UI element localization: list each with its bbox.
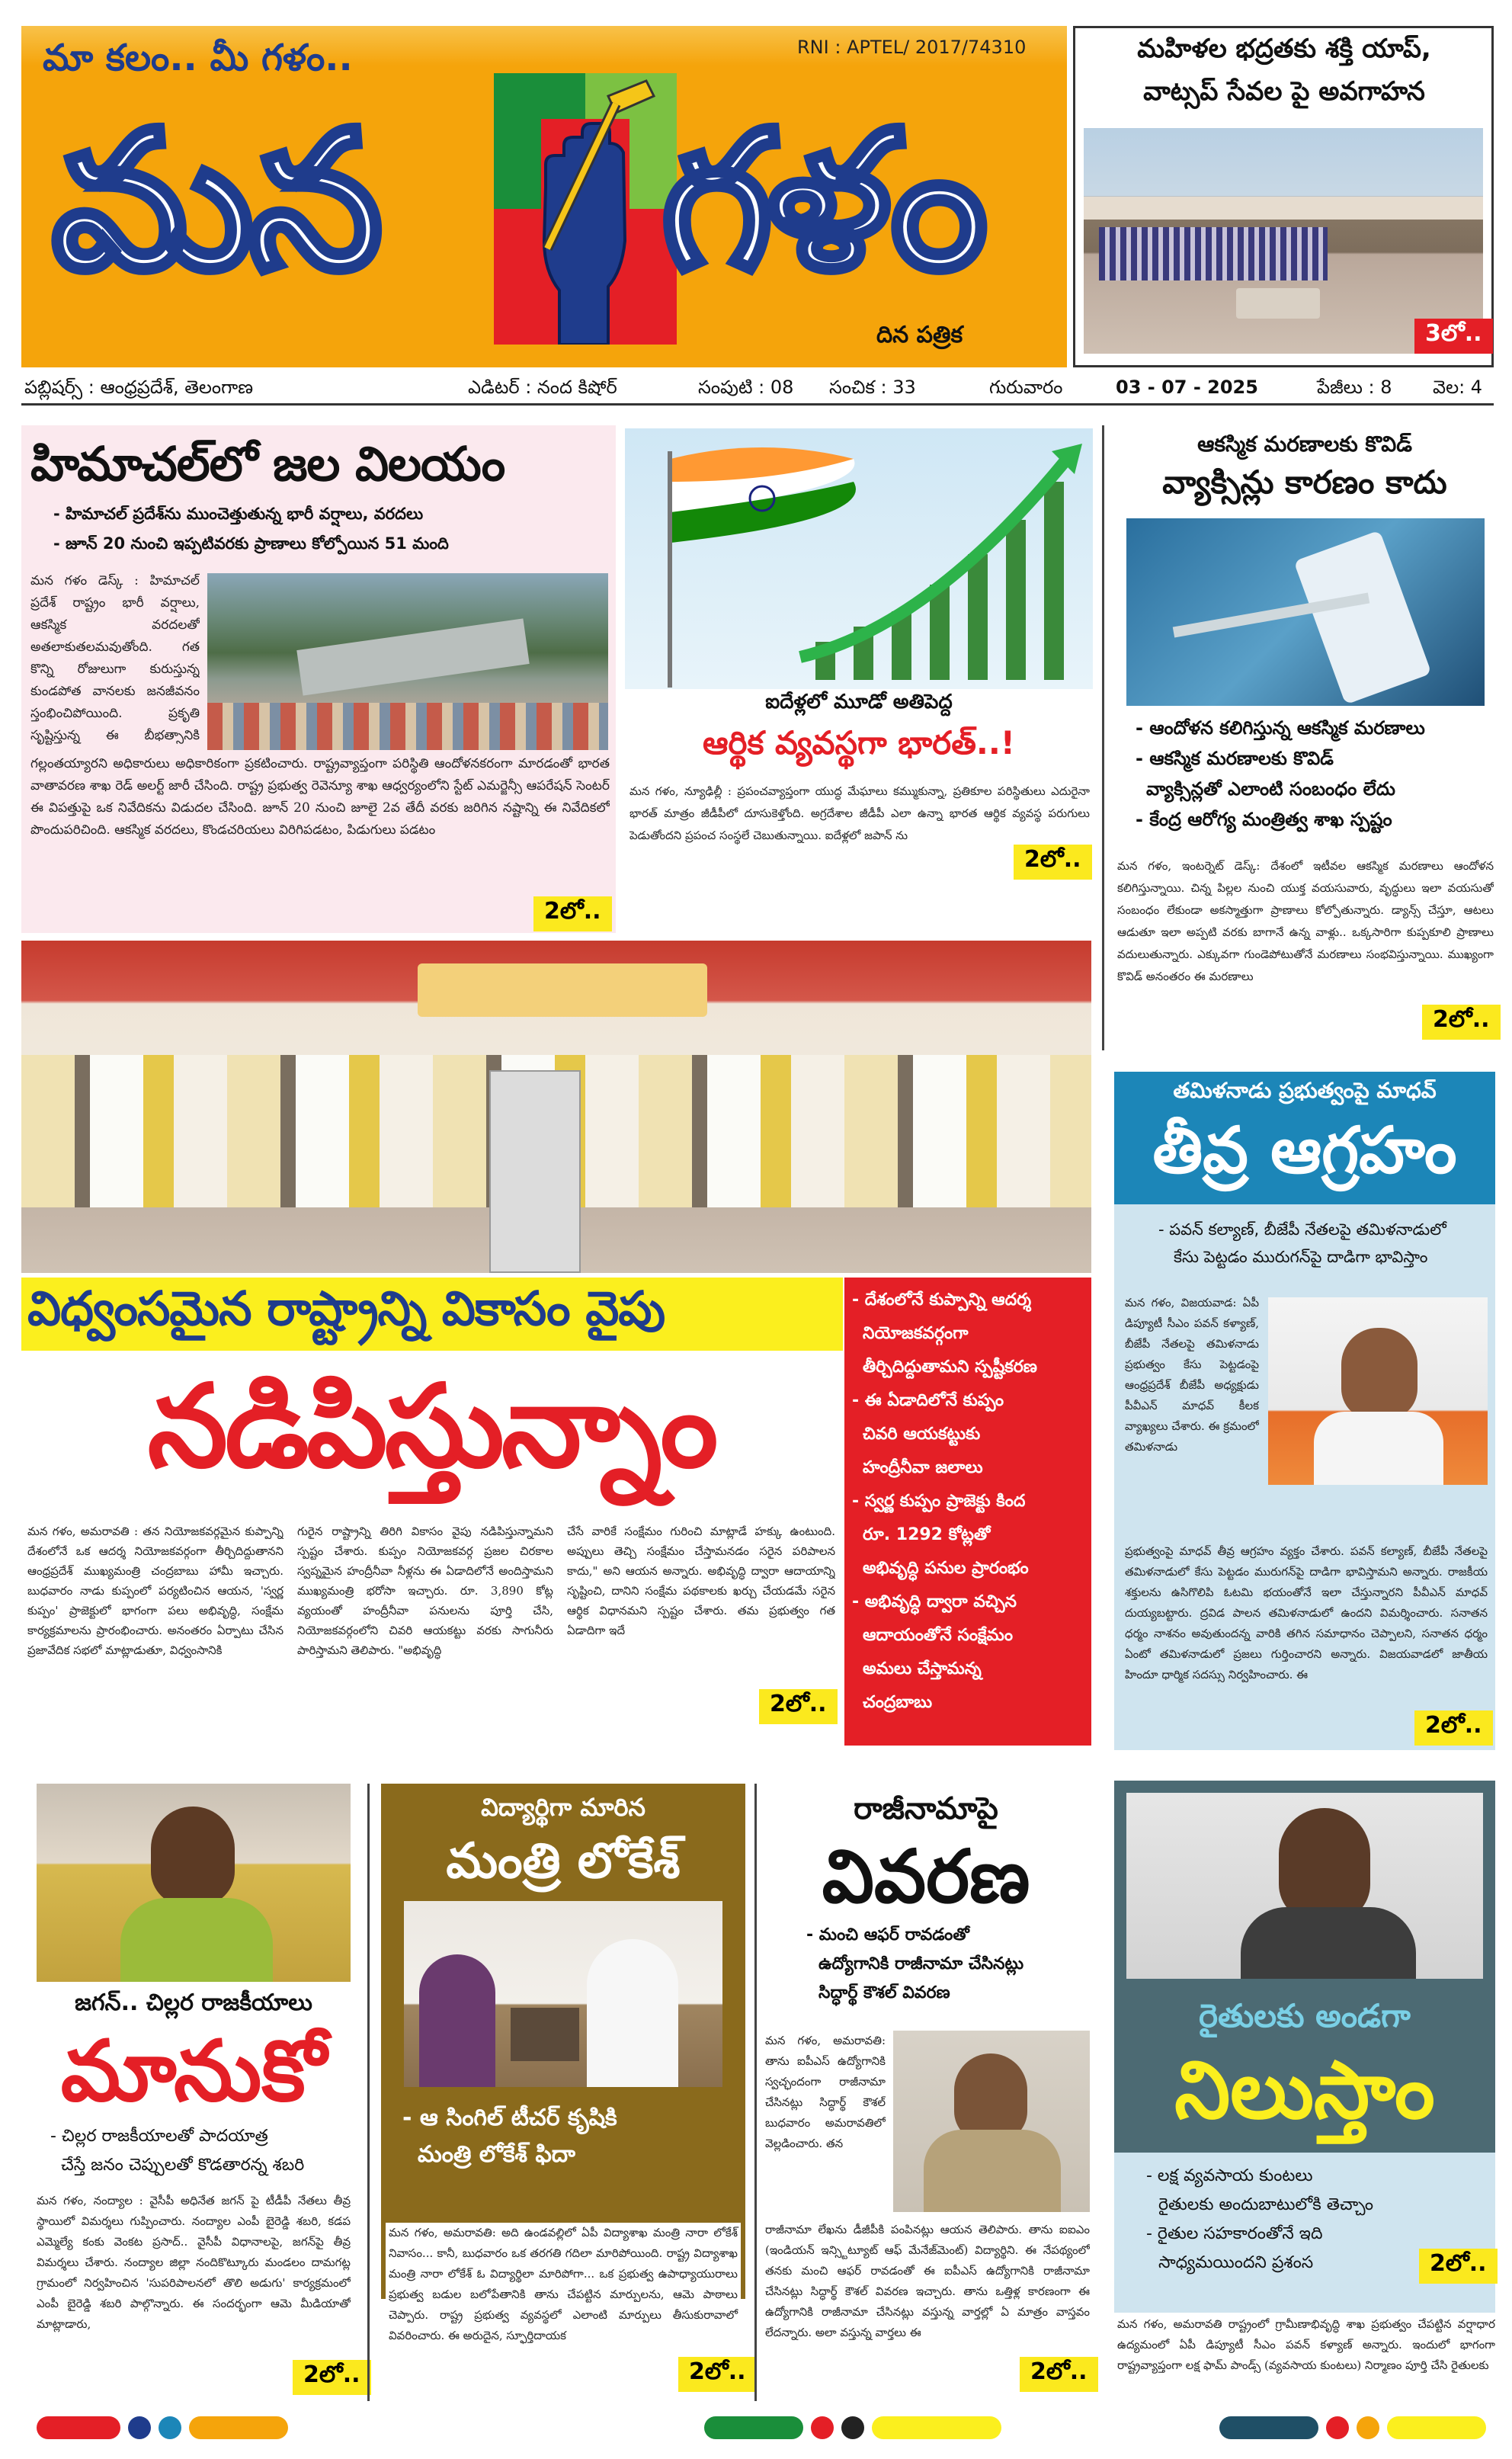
lead-bullet: - ఈ ఏడాదిలోనే కుప్పం xyxy=(852,1391,1004,1410)
madhav-kicker: తమిళనాడు ప్రభుత్వంపై మాధవ్ xyxy=(1173,1078,1437,1103)
lead-bullet: ఆదాయంతోనే సంక్షేమం xyxy=(863,1626,1013,1645)
himachal-more[interactable]: 2లో.. xyxy=(533,896,612,931)
madhav-bullet-2: కేసు పెట్టడం మురుగన్‌పై దాడిగా భావిస్తాం xyxy=(1174,1248,1428,1266)
footer-color-bar-right xyxy=(1219,2416,1494,2439)
jagan-bullet-2: చేస్తే జనం చెప్పులతో కొడతారన్న శబరి xyxy=(61,2156,305,2175)
lead-bullets xyxy=(852,1284,1088,1720)
madhav-headline: తీవ్ర ఆగ్రహం xyxy=(1152,1113,1457,1188)
lead-body-col1: మన గళం, అమరావతి : తన నియోజకవర్గమైన కుప్పాన్ని దేశంలోనే ఒక ఆదర్శ నియోజకవర్గంగా తీర్చిదిద్దుతానని ఆంధ్రప్రదేశ్ ముఖ్యమంత్రి చంద్రబాబు హామీ ఇచ్చారు. బుధవారం నాడు కుప్పంలో పర్యటించిన ఆయన, 'స్వర్ణ కుప్పం' ప్రాజెక్టులో భాగంగా పలు అభివృద్ధి, సంక్షేమ కార్యక్రమాలను ప్రారంభించారు. అనంతరం ఏర్పాటు చేసిన ప్రజావేదిక సభలో మాట్లాడుతూ, విధ్వంసానికి xyxy=(27,1524,284,1657)
lokesh-bullet-2: మంత్రి లోకేశ్ ఫిదా xyxy=(418,2141,576,2168)
resign-headline: వివరణ xyxy=(822,1834,1030,1919)
lokesh-bullet-1: - ఆ సింగిల్ టీచర్ కృషికి xyxy=(402,2105,617,2131)
lead-body-col3: చేసే వారికే సంక్షేమం గురించి మాట్లాడే హక్కు ఉంటుంది. అప్పులు తెచ్చి సంక్షేమం చేస్తామనడం సరైన పరిపాలన కాదు," అని ఆయన అన్నారు. అభివృద్ధి ద్వారా ఆదాయాన్ని సృష్టించి, దానిని సంక్షేమ పథకాలకు ఖర్చు చేయడమే సరైన ఆర్థిక విధానమని స్పష్టం చేశారు. తమ ప్రభుత్వం గత ఏడాదిగా ఇదే xyxy=(567,1524,835,1637)
lokesh-headline: మంత్రి లోకేశ్ xyxy=(446,1833,681,1890)
pawan-kicker: రైతులకు అండగా xyxy=(1199,1997,1411,2034)
vaccine-bullet-2b: వ్యాక్సిన్లతో ఎలాంటి సంబంధం లేదు xyxy=(1146,778,1395,800)
rni-number: RNI : APTEL/ 2017/74310 xyxy=(797,37,1027,58)
cm-meeting-photo xyxy=(21,941,1091,1273)
lead-headline-big: నడిపిస్తున్నాం xyxy=(147,1361,716,1493)
vaccine-headline: వ్యాక్సిన్లు కారణం కాదు xyxy=(1162,463,1447,501)
info-bar xyxy=(21,372,1494,406)
resign-bullet-3: సిద్ధార్థ్ కౌశల్ వివరణ xyxy=(818,1983,950,2002)
lead-bullet: హంద్రీనీవా జలాలు xyxy=(863,1458,983,1477)
resign-bullet-1: - మంచి ఆఫర్ రావడంతో xyxy=(806,1925,969,1944)
top-teaser-more[interactable]: 3లో.. xyxy=(1414,319,1493,354)
economy-more[interactable]: 2లో.. xyxy=(1014,845,1092,880)
lead-bullet: నియోజకవర్గంగా xyxy=(863,1324,969,1343)
resign-body-wide: రాజీనామా లేఖను డీజీపీకి పంపినట్లు ఆయన తెలిపారు. తాను ఐఐఎం (ఇండియన్ ఇన్స్టిట్యూట్ ఆఫ్ మేనేజ్‌మెంట్) విద్యార్థిని. ఈ నేపథ్యంలో తనకు మంచి ఆఫర్ రావడంతో ఈ ఐపీఎస్ ఉద్యోగానికి రాజీనామా చేసినట్లు సిద్ధార్థ్ కౌశల్ వివరణ ఇచ్చారు. తాను ఒత్తిళ్ల కారణంగా ఈ ఉద్యోగానికి రాజీనామా చేసినట్లు వస్తున్న వార్తల్లో ఏ మాత్రం వాస్తవం లేదన్నారు. అలా వస్తున్న వార్తలు ఈ xyxy=(765,2223,1090,2339)
vaccine-body: మన గళం, ఇంటర్నెట్ డెస్క్: దేశంలో ఇటీవల ఆకస్మిక మరణాలు ఆందోళన కలిగిస్తున్నాయి. చిన్న పిల్లల నుంచి యుక్త వయసువారు, వృద్ధులు ఇలా వయసుతో సంబంధం లేకుండా అకస్మాత్తుగా ప్రాణాలు కోల్పోతున్నారు. డ్యాన్స్ చేస్తూ, ఆటలు ఆడుతూ ఇలా అప్పటి వరకు బాగానే ఉన్న వాళ్లు.. ఒక్కసారిగా కుప్పకూలి ప్రాణాలు వదులుతున్నారు. ఎక్కువగా గుండెపోటుతోనే మరణాలు సంభవిస్తున్నాయి. ముఖ్యంగా కొవిడ్ అనంతరం ఈ మరణాలు xyxy=(1117,859,1494,983)
lead-bullet: చంద్రబాబు xyxy=(863,1693,933,1712)
page-count: పేజీలు : 8 xyxy=(1317,377,1392,398)
lead-more[interactable]: 2లో.. xyxy=(759,1689,838,1724)
vaccine-bullet-2a: - ఆకస్మిక మరణాలకు కొవిడ్ xyxy=(1136,748,1334,769)
lokesh-body: మన గళం, అమరావతి: అది ఉండవల్లిలో ఏపీ విద్యాశాఖ మంత్రి నారా లోకేశ్ నివాసం... కానీ, బుధవారం ఒక తరగతి గదిలా మారిపోయింది. రాష్ట్ర విద్యాశాఖ మంత్రి నారా లోకేశ్ ఓ విద్యార్థిలా మారిపోగా... ఒక ప్రభుత్వ ఉపాధ్యాయురాలు ప్రభుత్వ బడుల బలోపేతానికి తాను చేపట్టిన మార్పులను, ఆమె పాఠాలు చెప్పారు. రాష్ట్ర ప్రభుత్వ వ్యవస్థలో ఎలాంటి మార్పులు తీసుకురావాలో వివరించారు. ఈ అరుదైన, స్ఫూర్తిదాయక xyxy=(386,2223,741,2400)
himachal-flood-photo xyxy=(207,573,608,750)
india-growth-photo xyxy=(625,428,1093,689)
tagline: మా కలం.. మీ గళం.. xyxy=(43,37,353,79)
jagan-more[interactable]: 2లో.. xyxy=(293,2360,371,2395)
publishers: పబ్లిషర్స్ : ఆంధ్రప్రదేశ్, తెలంగాణ xyxy=(24,377,254,398)
pawan-kalyan-photo xyxy=(1126,1793,1483,1979)
lead-bullet: - స్వర్ణ కుప్పం ప్రాజెక్టు కింద xyxy=(852,1492,1026,1511)
madhav-portrait xyxy=(1268,1297,1488,1485)
madhav-more[interactable]: 2లో.. xyxy=(1414,1710,1493,1746)
top-teaser-headline-2: వాట్సప్ సేవల పై అవగాహన xyxy=(1143,76,1425,107)
madhav-body-narrow: మన గళం, విజయవాడ: ఏపీ డిప్యూటీ సీఎం పవన్ కళ్యాణ్, బీజేపీ నేతలపై తమిళనాడు ప్రభుత్వం కేసు పెట్టడంపై ఆంధ్రప్రదేశ్ బీజేపీ అధ్యక్షుడు పీవీఎన్ మాధవ్ కీలక వ్యాఖ్యలు చేశారు. ఈ క్రమంలో తమిళనాడు xyxy=(1125,1296,1259,1454)
resign-bullet-2: ఉద్యోగానికి రాజీనామా చేసినట్లు xyxy=(818,1954,1024,1973)
footer-color-bar-left xyxy=(37,2416,296,2439)
himachal-body-full: గల్లంతయ్యారని అధికారులు అధికారికంగా ప్రకటించారు. రాష్ట్రవ్యాప్తంగా పరిస్థితి ఆందోళనకరంగా మారడంతో భారత వాతావరణ శాఖ రెడ్ అలర్ట్ జారీ చేసింది. రాష్ట్ర ప్రభుత్వ రెవెన్యూ శాఖ ఆధ్వర్యంలోని స్టేట్ ఎమర్జెన్సీ ఆపరేషన్ సెంటర్ ఈ విపత్తుపై ఒక నివేదికను విడుదల చేసింది. జూన్ 20 నుంచి జూలై 2వ తేదీ వరకు జరిగిన నష్టాన్ని ఈ నివేదికలో పొందుపరిచింది. ఆకస్మిక వరదలు, కొండచరియలు విరిగిపడటం, పిడుగులు పడటం xyxy=(30,756,610,838)
himachal-bullet-2: - జూన్ 20 నుంచి ఇప్పటివరకు ప్రాణాలు కోల్పోయిన 51 మంది xyxy=(53,534,449,553)
lead-headline-top: విధ్వంసమైన రాష్ట్రాన్ని వికాసం వైపు xyxy=(27,1281,665,1336)
economy-kicker: ఐదేళ్లలో మూడో అతిపెద్ద xyxy=(765,691,953,713)
himachal-body-col: మన గళం డెస్క్ : హిమాచల్ ప్రదేశ్ రాష్ట్రం భారీ వర్షాలు, ఆకస్మిక వరదలతో అతలాకుతలమవుతోంది. గత కొన్ని రోజులుగా కురుస్తున్న కుండపోత వానలకు జనజీవనం స్తంభించిపోయింది. ప్రకృతి సృష్టిస్తున్న ఈ బీభత్సానికి xyxy=(30,573,200,743)
vaccine-vial-photo xyxy=(1126,518,1485,706)
jagan-kicker: జగన్.. చిల్లర రాజకీయాలు xyxy=(75,1989,312,2016)
pawan-more[interactable]: 2లో.. xyxy=(1419,2249,1498,2284)
volume: సంపుటి : 08 xyxy=(698,377,794,398)
lokesh-kicker: విద్యార్థిగా మారిన xyxy=(481,1793,645,1822)
lead-body-col2: గురైన రాష్ట్రాన్ని తిరిగి వికాసం వైపు నడిపిస్తున్నామని స్పష్టం చేశారు. కుప్పం నియోజకవర్గ ప్రజల చిరకాల స్వప్నమైన హంద్రీనీవా నీళ్లను ఈ ఏడాదిలోనే అందిస్తామని ముఖ్యమంత్రి భరోసా ఇచ్చారు. రూ. 3,890 కోట్ల వ్యయంతో హంద్రీనీవా పనులను పూర్తి చేసి, నియోజకవర్గంలోని చివరి ఆయకట్టు వరకు సాగునీరు పారిస్తామని తెలిపారు. "అభివృద్ధి xyxy=(297,1524,553,1657)
pawan-bullet-1b: రైతులకు అందుబాటులోకి తెచ్చాం xyxy=(1158,2195,1374,2214)
resign-kicker: రాజీనామాపై xyxy=(854,1791,998,1826)
pawan-bullet-2: - రైతుల సహకారంతోనే ఇది xyxy=(1146,2224,1323,2243)
issue-date: 03 - 07 - 2025 xyxy=(1116,377,1258,398)
lokesh-teacher-photo xyxy=(404,1901,722,2087)
lead-bullet: రూ. 1292 కోట్లతో xyxy=(863,1525,991,1544)
masthead-title-right: గళం xyxy=(662,90,983,312)
resign-more[interactable]: 2లో.. xyxy=(1020,2357,1098,2392)
lead-bullet: చివరి ఆయకట్టుకు xyxy=(863,1425,981,1444)
vaccine-bullet-3: - కేంద్ర ఆరోగ్య మంత్రిత్వ శాఖ స్పష్టం xyxy=(1136,809,1392,830)
jagan-headline: మానుకో xyxy=(60,2022,327,2120)
jagan-bullet-1: - చిల్లర రాజకీయాలతో పాదయాత్ర xyxy=(50,2127,268,2146)
lokesh-more[interactable]: 2లో.. xyxy=(678,2357,757,2392)
madhav-bullet-1: - పవన్ కల్యాణ్, బీజేపీ నేతలపై తమిళనాడులో xyxy=(1158,1220,1446,1239)
issue: సంచిక : 33 xyxy=(829,377,916,398)
siddharth-kaushal-photo xyxy=(893,2031,1090,2212)
vaccine-more[interactable]: 2లో.. xyxy=(1422,1005,1501,1040)
column-rule xyxy=(367,1784,370,2401)
himachal-bullet-1: - హిమాచల్ ప్రదేశ్‌ను ముంచెత్తుతున్న భారీ వర్షాలు, వరదలు xyxy=(53,505,424,523)
lead-bullet: తీర్చిదిద్దుతామని స్పష్టీకరణ xyxy=(863,1358,1037,1377)
editor: ఎడిటర్ : నంద కిషోర్ xyxy=(468,377,617,398)
jagan-body: మన గళం, నంద్యాల : వైసీపీ అధినేత జగన్ పై టీడీపీ నేతలు తీవ్ర స్థాయిలో విమర్శలు గుప్పించారు. నంద్యాల ఎంపీ బైరెడ్డి శబరి, కడప ఎమ్మెల్యే కంకు వెంకట ప్రసాద్.. వైసీపీ విధానాలపై, జగన్‌పై తీవ్ర విమర్శలు చేశారు. నంద్యాల జిల్లా నందికొట్కూరు మండలం దామగట్ల గ్రామంలో నిర్వహించిన 'సుపరిపాలనలో తొలి అడుగు' కార్యక్రమంలో ఎంపీ బైరెడ్డి శబరి పాల్గొన్నారు. ఈ సందర్భంగా ఆమె మీడియాతో మాట్లాడారు, xyxy=(37,2194,351,2331)
lead-bullet: అమలు చేస్తామన్న xyxy=(863,1659,982,1678)
madhav-body-wide: ప్రభుత్వంపై మాధవ్ తీవ్ర ఆగ్రహం వ్యక్తం చేశారు. పవన్ కల్యాణ్, బీజేపీ నేతలపై తమిళనాడులో కేసు పెట్టడం మురుగన్‌పై దాడిగా భావిస్తామని అన్నారు. రాజకీయ శక్తులను ఉసిగొలిపి ఓటమి భయంతోనే ఇలా చేస్తున్నారని పీవీఎన్ మాధవ్ దుయ్యబట్టారు. ద్రవిడ పాలన తమిళనాడులో ఉందని విమర్శించారు. సనాతన ధర్మం నాశనం అవుతుందన్న వారికి తగిన సమాధానం చెప్పాలని, సనాతన ధర్మం ఏంటో తమిళనాడులో ప్రజలు గుర్తించారని అన్నారు. విజయవాడలో జాతీయ హిందూ ధార్మిక సదస్సు నిర్వహించారు. ఈ xyxy=(1125,1544,1488,1682)
footer-color-bar-mid xyxy=(704,2416,1009,2439)
pawan-bullet-2b: సాధ్యమయిందని ప్రశంస xyxy=(1158,2253,1314,2272)
lead-bullet: - అభివృద్ధి ద్వారా వచ్చిన xyxy=(852,1592,1017,1611)
vaccine-bullet-1: - ఆందోళన కలిగిస్తున్న ఆకస్మిక మరణాలు xyxy=(1136,717,1425,739)
pawan-bullet-1: - లక్ష వ్యవసాయ కుంటలు xyxy=(1146,2166,1313,2185)
price: వెల: 4 xyxy=(1433,377,1483,398)
masthead-subtitle: దిన పత్రిక xyxy=(876,322,963,348)
top-teaser-headline-1: మహిళల భద్రతకు శక్తి యాప్, xyxy=(1137,34,1431,64)
economy-headline: ఆర్థిక వ్యవస్థగా భారత్..! xyxy=(703,724,1015,761)
column-rule xyxy=(754,1784,757,2401)
economy-body: మన గళం, న్యూఢిల్లీ : ప్రపంచవ్యాప్తంగా యుద్ధ మేఘాలు కమ్ముకున్నా, ప్రతికూల పరిస్థితులు ఎదురైనా భారత్ మాత్రం జీడీపీలో దూసుకెళ్తోంది. అగ్రదేశాల జీడీపీ ఎలా ఉన్నా భారత ఆర్థిక వ్యవస్థ పరుగులు పెడుతోందని ప్రపంచ సంస్థలే చెబుతున్నాయి. ఐదేళ్లలో జపాన్ ను xyxy=(629,784,1090,842)
column-rule xyxy=(1102,425,1104,1050)
sabari-photo xyxy=(37,1784,351,1982)
pawan-headline: నిలుస్తాం xyxy=(1174,2044,1435,2137)
fist-pencil-logo xyxy=(494,73,677,345)
himachal-headline: హిమాచల్‌లో జల విలయం xyxy=(30,436,505,492)
weekday: గురువారం xyxy=(989,377,1063,398)
lead-bullet: - దేశంలోనే కుప్పాన్ని ఆదర్శ xyxy=(852,1290,1032,1310)
pawan-body: మన గళం, అమరావతి రాష్ట్రంలో గ్రామీణాభివృద్ధి శాఖ ప్రభుత్వం చేపట్టిన వర్షాధార ఉద్యమంలో ఏపీ డిప్యూటీ సీఎం పవన్ కళ్యాణ్ అన్నారు. ఇందులో భాగంగా రాష్ట్రవ్యాప్తంగా లక్ష ఫామ్ పాండ్స్ (వ్యవసాయ కుంటలు) నిర్మాణం పూర్తి చేసి రైతులకు xyxy=(1117,2317,1495,2372)
masthead-title-left: మన xyxy=(52,90,378,312)
masthead xyxy=(21,26,1067,367)
resign-body-narrow: మన గళం, అమరావతి: తాను ఐపీఎస్ ఉద్యోగానికి స్వచ్ఛందంగా రాజీనామా చేసినట్లు సిద్ధార్థ్ కౌశల్ బుధవారం అమరావతిలో వెల్లడించారు. తన xyxy=(765,2034,886,2150)
lead-bullet: అభివృద్ధి పనుల ప్రారంభం xyxy=(863,1559,1029,1578)
vaccine-kicker: ఆకస్మిక మరణాలకు కొవిడ్ xyxy=(1197,431,1412,457)
